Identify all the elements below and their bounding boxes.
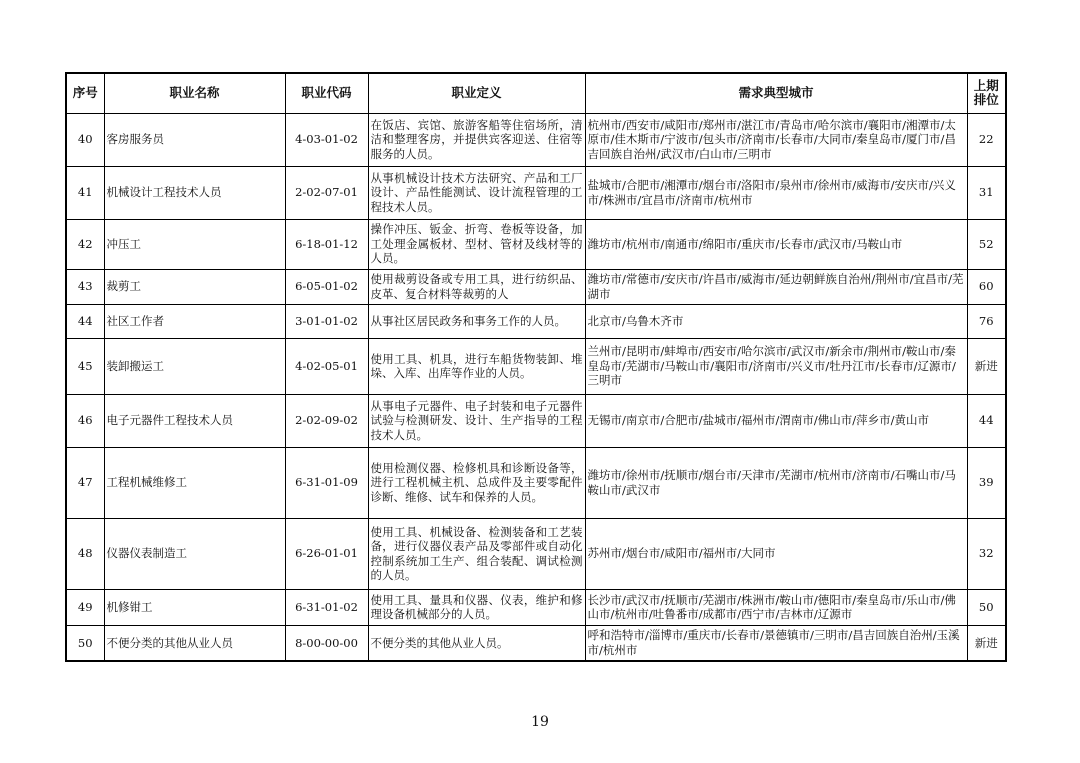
- row-occupation-code: 2-02-09-02: [285, 394, 368, 447]
- row-cities: 北京市/乌鲁木齐市: [585, 304, 967, 338]
- row-occupation-name: 冲压工: [104, 219, 285, 269]
- row-definition: 使用检测仪器、检修机具和诊断设备等，进行工程机械主机、总成件及主要零配件诊断、维修、试车和保养的人员。: [368, 447, 585, 518]
- header-no: 序号: [66, 73, 104, 113]
- row-occupation-code: 6-26-01-01: [285, 518, 368, 589]
- table-row: [66, 447, 1006, 518]
- row-definition: 从事社区居民政务和事务工作的人员。: [368, 304, 585, 338]
- row-no: 43: [66, 269, 104, 304]
- row-occupation-code: 6-31-01-02: [285, 589, 368, 625]
- row-prev-rank: 50: [967, 589, 1006, 625]
- page-number: 19: [531, 714, 549, 730]
- row-prev-rank: 新进: [967, 338, 1006, 394]
- row-cities: 潍坊市/常德市/安庆市/许昌市/威海市/延边朝鲜族自治州/荆州市/宜昌市/芜湖市: [585, 269, 967, 304]
- row-occupation-code: 6-18-01-12: [285, 219, 368, 269]
- row-no: 42: [66, 219, 104, 269]
- row-occupation-code: 4-03-01-02: [285, 113, 368, 166]
- row-prev-rank: 60: [967, 269, 1006, 304]
- row-no: 47: [66, 447, 104, 518]
- row-prev-rank: 44: [967, 394, 1006, 447]
- row-definition: 使用工具、量具和仪器、仪表，维护和修理设备机械部分的人员。: [368, 589, 585, 625]
- row-occupation-code: 3-01-01-02: [285, 304, 368, 338]
- row-occupation-name: 机械设计工程技术人员: [104, 166, 285, 219]
- table-header-row: [66, 73, 1006, 113]
- row-cities: 无锡市/南京市/合肥市/盐城市/福州市/渭南市/佛山市/萍乡市/黄山市: [585, 394, 967, 447]
- row-occupation-code: 4-02-05-01: [285, 338, 368, 394]
- header-definition: 职业定义: [368, 73, 585, 113]
- row-occupation-code: 6-31-01-09: [285, 447, 368, 518]
- table-row: [66, 113, 1006, 166]
- row-prev-rank: 39: [967, 447, 1006, 518]
- row-prev-rank: 32: [967, 518, 1006, 589]
- row-occupation-name: 仪器仪表制造工: [104, 518, 285, 589]
- row-no: 48: [66, 518, 104, 589]
- table-row: [66, 269, 1006, 304]
- row-occupation-name: 客房服务员: [104, 113, 285, 166]
- table-row: [66, 338, 1006, 394]
- row-no: 41: [66, 166, 104, 219]
- row-definition: 从事电子元器件、电子封装和电子元器件试验与检测研发、设计、生产指导的工程技术人员。: [368, 394, 585, 447]
- row-definition: 使用工具、机械设备、检测装备和工艺装备，进行仪器仪表产品及零部件或自动化控制系统加工生产、组合装配、调试检测的人员。: [368, 518, 585, 589]
- row-prev-rank: 新进: [967, 625, 1006, 661]
- row-no: 40: [66, 113, 104, 166]
- row-prev-rank: 52: [967, 219, 1006, 269]
- table-row: [66, 219, 1006, 269]
- header-prev-rank: 上期排位: [967, 73, 1006, 113]
- row-cities: 苏州市/烟台市/咸阳市/福州市/大同市: [585, 518, 967, 589]
- occupation-table: [65, 72, 1007, 662]
- row-no: 44: [66, 304, 104, 338]
- row-cities: 盐城市/合肥市/湘潭市/烟台市/洛阳市/泉州市/徐州市/威海市/安庆市/兴义市/株洲市/宜昌市/济南市/杭州市: [585, 166, 967, 219]
- table-row: [66, 394, 1006, 447]
- row-prev-rank: 31: [967, 166, 1006, 219]
- table-row: [66, 589, 1006, 625]
- row-occupation-code: 2-02-07-01: [285, 166, 368, 219]
- row-definition: 使用裁剪设备或专用工具，进行纺织品、皮革、复合材料等裁剪的人: [368, 269, 585, 304]
- row-cities: 潍坊市/杭州市/南通市/绵阳市/重庆市/长春市/武汉市/马鞍山市: [585, 219, 967, 269]
- row-occupation-name: 机修钳工: [104, 589, 285, 625]
- table-row: [66, 518, 1006, 589]
- table-row: [66, 304, 1006, 338]
- row-no: 49: [66, 589, 104, 625]
- row-occupation-name: 不便分类的其他从业人员: [104, 625, 285, 661]
- table-row: [66, 625, 1006, 661]
- row-occupation-name: 工程机械维修工: [104, 447, 285, 518]
- header-name: 职业名称: [104, 73, 285, 113]
- row-cities: 潍坊市/徐州市/抚顺市/烟台市/天津市/芜湖市/杭州市/济南市/石嘴山市/马鞍山市/武汉市: [585, 447, 967, 518]
- row-prev-rank: 22: [967, 113, 1006, 166]
- row-definition: 不便分类的其他从业人员。: [368, 625, 585, 661]
- header-cities: 需求典型城市: [585, 73, 967, 113]
- row-definition: 使用工具、机具，进行车船货物装卸、堆垛、入库、出库等作业的人员。: [368, 338, 585, 394]
- row-cities: 兰州市/昆明市/蚌埠市/西安市/哈尔滨市/武汉市/新余市/荆州市/鞍山市/秦皇岛市/芜湖市/马鞍山市/襄阳市/济南市/兴义市/牡丹江市/长春市/辽源市/三明市: [585, 338, 967, 394]
- row-cities: 杭州市/西安市/咸阳市/郑州市/湛江市/青岛市/哈尔滨市/襄阳市/湘潭市/太原市/佳木斯市/宁波市/包头市/济南市/长春市/大同市/秦皇岛市/厦门市/昌吉回族自治州/武汉市/白山市/三明市: [585, 113, 967, 166]
- row-occupation-code: 8-00-00-00: [285, 625, 368, 661]
- row-no: 50: [66, 625, 104, 661]
- row-occupation-name: 裁剪工: [104, 269, 285, 304]
- row-cities: 长沙市/武汉市/抚顺市/芜湖市/株洲市/鞍山市/德阳市/秦皇岛市/乐山市/佛山市/杭州市/吐鲁番市/成都市/西宁市/吉林市/辽源市: [585, 589, 967, 625]
- row-occupation-name: 社区工作者: [104, 304, 285, 338]
- row-no: 45: [66, 338, 104, 394]
- row-no: 46: [66, 394, 104, 447]
- row-occupation-name: 电子元器件工程技术人员: [104, 394, 285, 447]
- table-row: [66, 166, 1006, 219]
- row-prev-rank: 76: [967, 304, 1006, 338]
- row-definition: 在饭店、宾馆、旅游客船等住宿场所，清洁和整理客房，并提供宾客迎送、住宿等服务的人员。: [368, 113, 585, 166]
- row-definition: 从事机械设计技术方法研究、产品和工厂设计、产品性能测试、设计流程管理的工程技术人员。: [368, 166, 585, 219]
- row-definition: 操作冲压、钣金、折弯、卷板等设备，加工处理金属板材、型材、管材及线材等的人员。: [368, 219, 585, 269]
- row-occupation-code: 6-05-01-02: [285, 269, 368, 304]
- row-cities: 呼和浩特市/淄博市/重庆市/长春市/景德镇市/三明市/昌吉回族自治州/玉溪市/杭州市: [585, 625, 967, 661]
- header-code: 职业代码: [285, 73, 368, 113]
- row-occupation-name: 装卸搬运工: [104, 338, 285, 394]
